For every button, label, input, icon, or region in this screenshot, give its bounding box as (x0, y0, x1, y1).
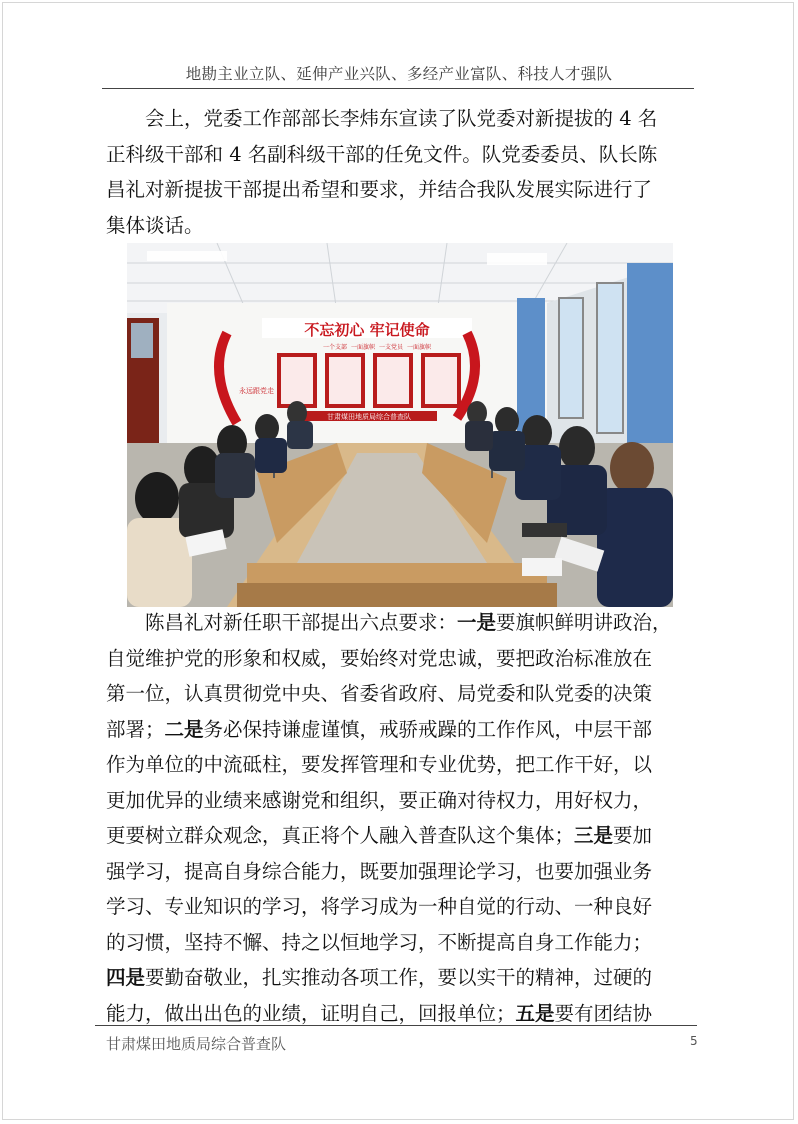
text-line (106, 960, 706, 996)
text-run: 务必保持谦虚谨慎，戒骄戒躁的工作作风，中层干部 (203, 717, 653, 741)
text-run: 要勤奋敬业，扎实推动各项工作，要以实干的精神，过硬的 (145, 966, 653, 989)
text-line: 会上，党委工作部部长李炜东宣读了队党委对新提拔的 4 名 (106, 107, 658, 130)
text-run: 要有团结协 (554, 1001, 653, 1025)
meeting-photo (127, 243, 673, 607)
bold-keyword: 二是 (164, 717, 204, 741)
paragraph-meeting (106, 101, 706, 243)
text-line: 强学习，提高自身综合能力，既要加强理论学习，也要加强业务 (106, 859, 653, 883)
wall-subslogan: 一个支部 (323, 344, 348, 351)
wall-subslogan: 一面旗帜 (351, 344, 376, 351)
bold-keyword: 三是 (574, 824, 614, 847)
text-line: 学习、专业知识的学习，将学习成为一种自觉的行动、一种良好 (106, 895, 653, 918)
text-line (106, 818, 706, 854)
text-run: 要旗帜鲜明讲政治， (496, 611, 672, 634)
bold-keyword: 一是 (457, 611, 497, 634)
wall-side-text: 永远跟党走 (239, 387, 274, 395)
text-run: 部署； (106, 717, 165, 741)
text-run: 要加 (613, 824, 653, 847)
text-line: 集体谈话。 (106, 213, 204, 237)
text-run: 陈昌礼对新任职干部提出六点要求： (106, 611, 458, 634)
text-line (106, 605, 706, 641)
text-run: 能力，做出出色的业绩，证明自己，回报单位； (106, 1001, 516, 1025)
text-run: 更要树立群众观念，真正将个人融入普查队这个集体； (106, 824, 575, 847)
paragraph-requirements (106, 605, 706, 1031)
text-line: 的习惯，坚持不懈、持之以恒地学习，不断提高自身工作能力； (106, 930, 653, 954)
text-line: 作为单位的中流砥柱，要发挥管理和专业优势，把工作干好，以 (106, 753, 653, 776)
bold-keyword: 四是 (106, 966, 146, 989)
text-line: 更加优异的业绩来感谢党和组织，要正确对待权力，用好权力， (106, 788, 653, 812)
bold-keyword: 五是 (515, 1001, 555, 1025)
header-rule (102, 88, 694, 89)
text-line: 自觉维护党的形象和权威，要始终对党忠诚，要把政治标准放在 (106, 646, 653, 670)
footer-rule (95, 1025, 697, 1026)
text-line: 第一位，认真贯彻党中央、省委省政府、局党委和队党委的决策 (106, 682, 653, 705)
wall-subslogan: 一面旗帜 (407, 344, 432, 351)
running-header: 地勘主业立队、延伸产业兴队、多经产业富队、科技人才强队 (185, 65, 613, 83)
footer-organization: 甘肃煤田地质局综合普查队 (106, 1035, 287, 1053)
wall-slogan: 不忘初心 牢记使命 (304, 321, 430, 339)
wall-subslogan: 一支党员 (379, 344, 404, 351)
text-line (106, 712, 706, 748)
wall-banner: 甘肃煤田地质局综合普查队 (327, 413, 411, 421)
text-line: 正科级干部和 4 名副科级干部的任免文件。队党委委员、队长陈 (106, 142, 658, 166)
text-line: 昌礼对新提拔干部提出希望和要求，并结合我队发展实际进行了 (106, 178, 653, 201)
page-number: 5 (690, 1034, 698, 1048)
